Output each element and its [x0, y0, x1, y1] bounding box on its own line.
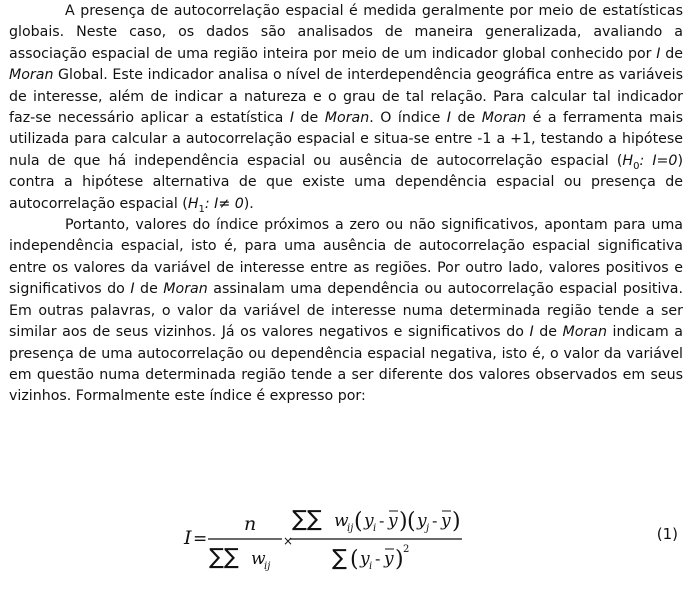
eq-y-j: y	[417, 511, 427, 531]
italic-term: Moran	[562, 324, 607, 341]
eq-square: 2	[403, 544, 410, 555]
text-run: indicam a presença de uma autocorrelação ou dependência espacial negativa, isto é, o valor da variável em questão numa determinada região tende a ser diferente dos valores observados em seus vizinhos. Formalmente este índice é expresso por:	[9, 324, 683, 405]
text-run: de	[660, 45, 683, 62]
eq-lparen-3: (	[350, 547, 359, 572]
italic-term: I	[446, 110, 451, 127]
eq-minus-3: -	[375, 550, 381, 568]
paragraph-1	[9, 0, 683, 215]
italic-term: Moran	[481, 110, 527, 127]
text-run: de	[294, 110, 325, 127]
italic-term: : I=0	[639, 152, 678, 169]
italic-term: Moran	[9, 67, 54, 84]
text-run: A presença de autocorrelação espacial é medida geralmente por meio de estatísticas globais. Neste caso, os dados são analisados de maneira generalizada, avaliando a associação espacial de uma região inteira por meio de um indicador global conhecido por	[9, 3, 683, 62]
body-text	[9, 0, 683, 408]
eq-times: ×	[283, 534, 294, 548]
eq-minus-2: -	[432, 512, 438, 530]
eq-minus-1: -	[379, 512, 385, 530]
eq-frac1-w-sub: ij	[264, 561, 271, 572]
eq-frac2-den-sum: ∑	[332, 546, 347, 571]
eq-ybar-1: y	[388, 511, 398, 531]
equation-number: (1)	[656, 525, 678, 543]
italic-term: : I≠ 0	[204, 195, 244, 212]
text-run: . O índice	[369, 110, 447, 127]
eq-sub-i: i	[373, 523, 377, 534]
italic-term: I	[529, 324, 534, 341]
italic-term: Moran	[324, 110, 370, 127]
text-run: de	[134, 281, 164, 298]
eq-rparen-3: )	[395, 547, 404, 572]
eq-frac2-w: w	[334, 511, 349, 531]
text-run: ).	[243, 195, 254, 212]
eq-rparen-2: )	[452, 509, 461, 534]
eq-frac1-w: w	[251, 549, 266, 569]
text-run: é a ferramenta mais utilizada para calcular a autocorrelação espacial e situa-se entre -1 a +1, testando a hipótese nula de que há independência espacial ou ausência de autocorrelação espacial (	[9, 110, 683, 169]
italic-term: I	[130, 281, 135, 298]
eq-sub-j: j	[426, 523, 430, 534]
text-run: Global. Este indicador analisa o nível de interdependência geográfica entre as variáveis de interesse, além de indicar a natureza e o grau de tal relação. Para calcular tal indicador faz-se necessário aplicar a estatística	[9, 67, 683, 127]
italic-term: I	[289, 110, 295, 127]
eq-frac2-w-sub: ij	[347, 523, 354, 534]
italic-term: H	[622, 152, 634, 169]
eq-lparen-2: (	[407, 509, 416, 534]
italic-term: I	[656, 45, 661, 62]
eq-y-i-den: y	[360, 549, 370, 569]
moran-equation	[0, 496, 684, 596]
eq-lhs: I	[184, 527, 192, 549]
text-run: assinalam uma dependência ou autocorrelação espacial positiva. Em outras palavras, o valor da variável de interesse numa determinada região tende a ser similar aos de seus vizinhos. Já os valores negativos e significativos do	[9, 281, 683, 341]
document-page	[9, 0, 683, 408]
subscript: 0	[633, 160, 640, 172]
eq-sub-i-den: i	[369, 561, 373, 572]
text-run: ) contra a hipótese alternativa de que existe uma dependência espacial ou presença de autocorrelação espacial (	[9, 152, 683, 212]
eq-ybar-3: y	[384, 549, 394, 569]
subscript: 1	[198, 203, 205, 215]
eq-rparen-1: )	[399, 509, 408, 534]
equation-graphic	[0, 496, 684, 596]
eq-ybar-2: y	[441, 511, 451, 531]
text-run: de	[533, 324, 563, 341]
eq-frac2-sums: ∑∑	[292, 507, 322, 532]
text-run: Portanto, valores do índice próximos a zero ou não significativos, apontam para uma independência espacial, isto é, para uma ausência de autocorrelação espacial significativa entre os valores da variável de interesse entre as regiões. Por outro lado, valores positivos e significativos do	[9, 217, 683, 298]
italic-term: Moran	[163, 281, 208, 298]
italic-term: H	[187, 195, 199, 212]
paragraph-2	[9, 215, 683, 408]
eq-equals: =	[193, 529, 208, 549]
eq-lparen-1: (	[354, 509, 363, 534]
eq-frac1-numerator: n	[244, 513, 257, 535]
eq-frac1-sums: ∑∑	[209, 545, 239, 570]
text-run: de	[450, 110, 482, 127]
eq-y-i: y	[364, 511, 374, 531]
